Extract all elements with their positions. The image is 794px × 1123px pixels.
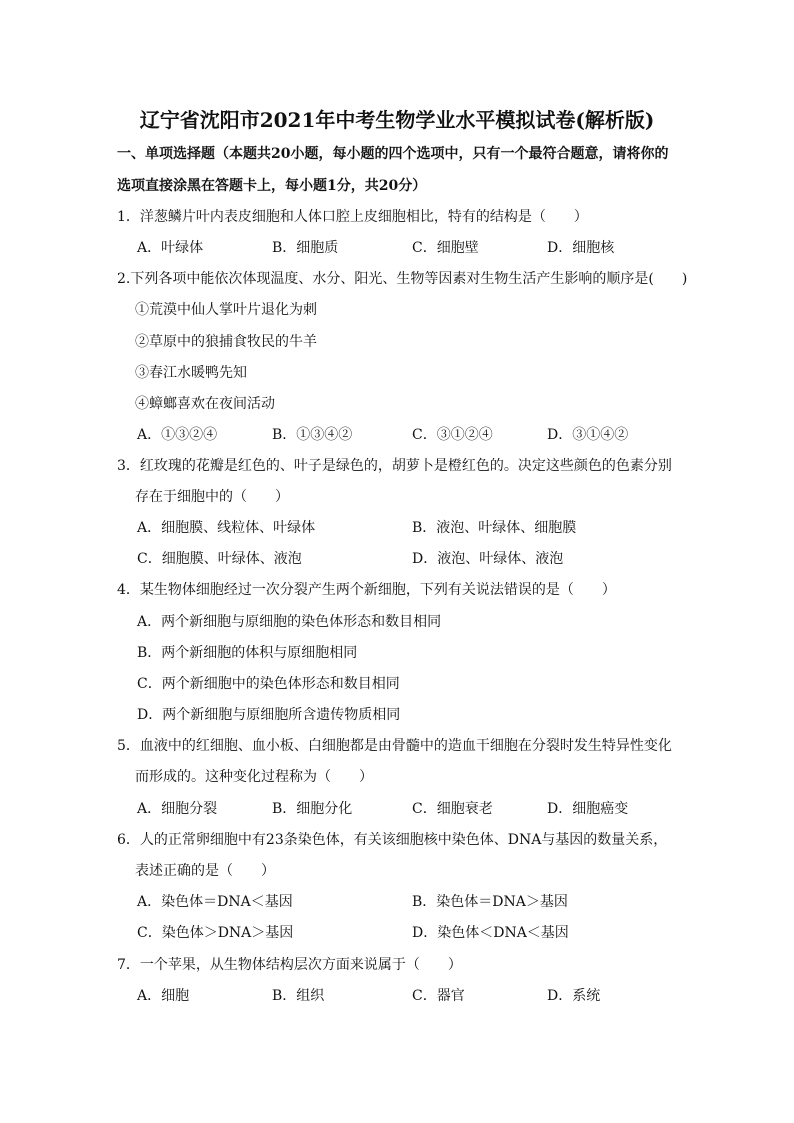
question-2-item-3: ③春江水暖鸭先知 <box>135 365 247 381</box>
question-3-option-d: D．液泡、叶绿体、液泡 <box>412 551 564 567</box>
question-2-stem: 2.下列各项中能依次体现温度、水分、阳光、生物等因素对生物生活产生影响的顺序是( ) <box>117 271 688 287</box>
question-6-option-a: A．染色体＝DNA＜基因 <box>137 894 293 910</box>
question-2-option-c: C．③①②④ <box>412 427 493 443</box>
question-3-option-c: C．细胞膜、叶绿体、液泡 <box>137 551 302 567</box>
question-3-stem-line-2: 存在于细胞中的（ ） <box>135 489 289 505</box>
question-6-option-c: C．染色体＞DNA＞基因 <box>137 925 294 941</box>
question-2-option-b: B．①③④② <box>272 427 353 443</box>
question-1-option-c: C．细胞壁 <box>412 240 479 256</box>
question-6-option-b: B．染色体＝DNA＞基因 <box>412 894 568 910</box>
question-6-stem-line-1: 6．人的正常卵细胞中有23条染色体，有关该细胞核中染色体、DNA与基因的数量关系， <box>117 832 668 848</box>
question-3-option-b: B．液泡、叶绿体、细胞膜 <box>412 520 577 536</box>
question-1-option-d: D．细胞核 <box>547 240 615 256</box>
question-5-stem-line-2: 而形成的。这种变化过程称为（ ） <box>135 769 373 785</box>
question-7-stem: 7．一个苹果，从生物体结构层次方面来说属于（ ） <box>117 957 462 973</box>
question-3-stem-line-1: 3．红玫瑰的花瓣是红色的、叶子是绿色的，胡萝卜是橙红色的。决定这些颜色的色素分别 <box>117 458 672 474</box>
question-2-item-2: ②草原中的狼捕食牧民的牛羊 <box>135 334 317 350</box>
question-6-option-d: D．染色体＜DNA＜基因 <box>412 925 569 941</box>
question-7-option-d: D．系统 <box>547 988 601 1004</box>
question-4-option-a: A．两个新细胞与原细胞的染色体形态和数目相同 <box>137 614 442 630</box>
question-5-option-c: C．细胞衰老 <box>412 801 493 817</box>
question-6-stem-line-2: 表述正确的是（ ） <box>135 863 275 879</box>
question-2-item-1: ①荒漠中仙人掌叶片退化为刺 <box>135 302 317 318</box>
question-4-option-d: D．两个新细胞与原细胞所含遗传物质相同 <box>137 707 401 723</box>
page-title: 辽宁省沈阳市2021年中考生物学业水平模拟试卷(解析版) <box>139 108 655 132</box>
question-2-item-4: ④蟑螂喜欢在夜间活动 <box>135 396 275 412</box>
question-4-stem: 4．某生物体细胞经过一次分裂产生两个新细胞，下列有关说法错误的是（ ） <box>117 582 616 598</box>
question-5-option-d: D．细胞癌变 <box>547 801 629 817</box>
question-1-option-b: B．细胞质 <box>272 240 339 256</box>
question-5-option-a: A．细胞分裂 <box>137 801 218 817</box>
question-4-option-b: B．两个新细胞的体积与原细胞相同 <box>137 645 358 661</box>
question-7-option-a: A．细胞 <box>137 988 190 1004</box>
question-5-option-b: B．细胞分化 <box>272 801 353 817</box>
question-2-option-a: A．①③②④ <box>137 427 218 443</box>
question-3-option-a: A．细胞膜、线粒体、叶绿体 <box>137 520 316 536</box>
question-1-stem: 1．洋葱鳞片叶内表皮细胞和人体口腔上皮细胞相比，特有的结构是（ ） <box>117 209 588 225</box>
question-7-option-b: B．组织 <box>272 988 325 1004</box>
question-1-option-a: A．叶绿体 <box>137 240 204 256</box>
section-heading-line-1: 一、单项选择题（本题共20小题，每小题的四个选项中，只有一个最符合题意，请将你的 <box>117 146 669 162</box>
question-2-option-d: D．③①④② <box>547 427 629 443</box>
question-5-stem-line-1: 5．血液中的红细胞、血小板、白细胞都是由骨髓中的造血干细胞在分裂时发生特异性变化 <box>117 738 672 754</box>
section-heading-line-2: 选项直接涂黑在答题卡上，每小题1分，共20分） <box>117 178 427 194</box>
question-7-option-c: C．器官 <box>412 988 465 1004</box>
question-4-option-c: C．两个新细胞中的染色体形态和数目相同 <box>137 676 400 692</box>
